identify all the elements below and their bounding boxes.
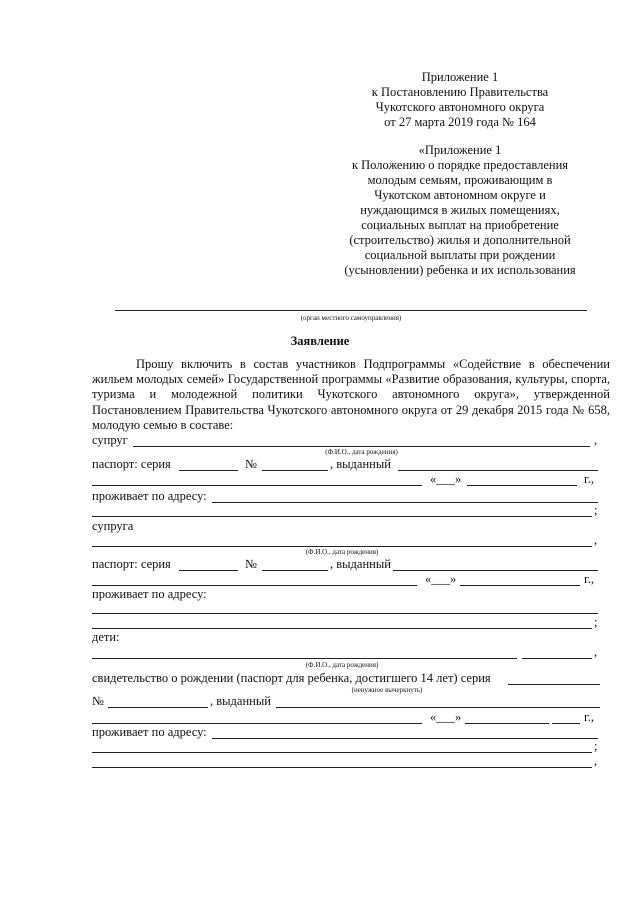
child-address-field-3[interactable] [92, 767, 592, 768]
child-certificate-label: свидетельство о рождении (паспорт для ребенка, достигшего 14 лет) серия [92, 671, 491, 685]
husband-issued-label: , выданный [330, 457, 391, 471]
appendix-regulation-line: (строительство) жилья и дополнительной [349, 233, 571, 247]
appendix-regulation-line: нуждающимся в жилых помещениях, [360, 203, 560, 217]
child-birthdate-field[interactable] [522, 658, 592, 659]
authority-field[interactable] [115, 310, 587, 311]
child-certificate-series-field[interactable] [508, 684, 600, 685]
wife-passport-series-field[interactable] [179, 570, 238, 571]
husband-address-label: проживает по адресу: [92, 489, 207, 503]
wife-number-sign: № [245, 557, 257, 571]
child-certificate-number-field[interactable] [108, 707, 208, 708]
appendix-top-line: Чукотского автономного округа [375, 100, 545, 114]
wife-passport-number-field[interactable] [262, 570, 328, 571]
wife-address-field-2[interactable] [92, 628, 592, 629]
husband-issue-date-field[interactable] [467, 485, 577, 486]
husband-issued-by-field[interactable] [398, 470, 598, 471]
husband-year-suffix: г., [584, 472, 594, 486]
child-issued-by-field[interactable] [276, 707, 600, 708]
child-issue-year-field[interactable] [552, 723, 580, 724]
wife-label: супруга [92, 519, 134, 533]
child-date-quote: «___» [430, 710, 462, 724]
appendix-regulation-line: к Положению о порядке предоставления [351, 158, 569, 172]
wife-name-field[interactable] [92, 546, 592, 547]
comma: , [594, 754, 598, 768]
strike-note: (ненужное вычеркнуть) [351, 686, 423, 694]
wife-address-label: проживает по адресу: [92, 587, 207, 601]
wife-address-field[interactable] [92, 613, 598, 614]
wife-issued-by-field[interactable] [393, 570, 598, 571]
husband-passport-number-field[interactable] [262, 470, 328, 471]
husband-caption: (Ф.И.О., дата рождения) [325, 448, 398, 456]
comma: , [594, 645, 598, 659]
child-address-field-2[interactable] [92, 752, 592, 753]
appendix-top-line: к Постановлению Правительства [371, 85, 549, 99]
wife-issued-by-field-2[interactable] [92, 585, 417, 586]
children-label: дети: [92, 630, 120, 644]
comma: , [594, 433, 598, 447]
appendix-regulation-line: молодым семьям, проживающим в [367, 173, 553, 187]
appendix-regulation-line: (усыновлении) ребенка и их использования [344, 263, 576, 277]
appendix-top-line: Приложение 1 [421, 70, 499, 84]
appendix-regulation-line: «Приложение 1 [418, 143, 502, 157]
semicolon: ; [594, 739, 598, 753]
appendix-top [300, 70, 620, 130]
appendix-regulation-line: Чукотском автономном округе и [374, 188, 546, 202]
child-issue-date-field[interactable] [465, 723, 549, 724]
husband-number-sign: № [245, 457, 257, 471]
wife-year-suffix: г., [584, 572, 594, 586]
child-address-label: проживает по адресу: [92, 725, 207, 739]
appendix-regulation-line: социальной выплаты при рождении [364, 248, 556, 262]
husband-issued-by-field-2[interactable] [92, 485, 422, 486]
husband-label: супруг [92, 433, 128, 447]
semicolon: ; [594, 503, 598, 517]
authority-caption: (орган местного самоуправления) [300, 314, 402, 322]
wife-issued-label: , выданный [330, 557, 391, 571]
child-number-sign: № [92, 694, 104, 708]
husband-date-quote: «___» [430, 472, 462, 486]
wife-date-quote: «___» [425, 572, 457, 586]
appendix-top-line: от 27 марта 2019 года № 164 [384, 115, 536, 129]
child-name-field[interactable] [92, 658, 517, 659]
child-issued-label: , выданный [210, 694, 271, 708]
child-issued-by-field-2[interactable] [92, 723, 422, 724]
husband-name-field[interactable] [133, 446, 590, 447]
intro-text: Прошу включить в состав участников Подпрограммы «Содействие в обеспечении жильем молодых семей» Государственной программы «Развитие образования, культуры, спорта, туризма и молодежной политики Чукотского автономного округа», утвержденной Постановлением Правительства Чукотского автономного округа от 29 декабря 2015 года № 658, молодую семью в составе: [92, 357, 610, 432]
child-year-suffix: г., [584, 710, 594, 724]
semicolon: ; [594, 615, 598, 629]
children-caption: (Ф.И.О., дата рождения) [305, 661, 379, 669]
husband-passport-series-field[interactable] [179, 470, 238, 471]
wife-caption: (Ф.И.О., дата рождения) [305, 548, 379, 556]
intro-paragraph [92, 357, 610, 433]
wife-issue-date-field[interactable] [460, 585, 580, 586]
comma: , [594, 533, 598, 547]
document-title: Заявление [290, 334, 350, 348]
husband-address-field[interactable] [212, 502, 598, 503]
wife-passport-label: паспорт: серия [92, 557, 171, 571]
child-address-field[interactable] [212, 738, 598, 739]
appendix-regulation-line: социальных выплат на приобретение [361, 218, 559, 232]
husband-address-field-2[interactable] [92, 516, 592, 517]
appendix-regulation [300, 143, 620, 278]
husband-passport-label: паспорт: серия [92, 457, 171, 471]
